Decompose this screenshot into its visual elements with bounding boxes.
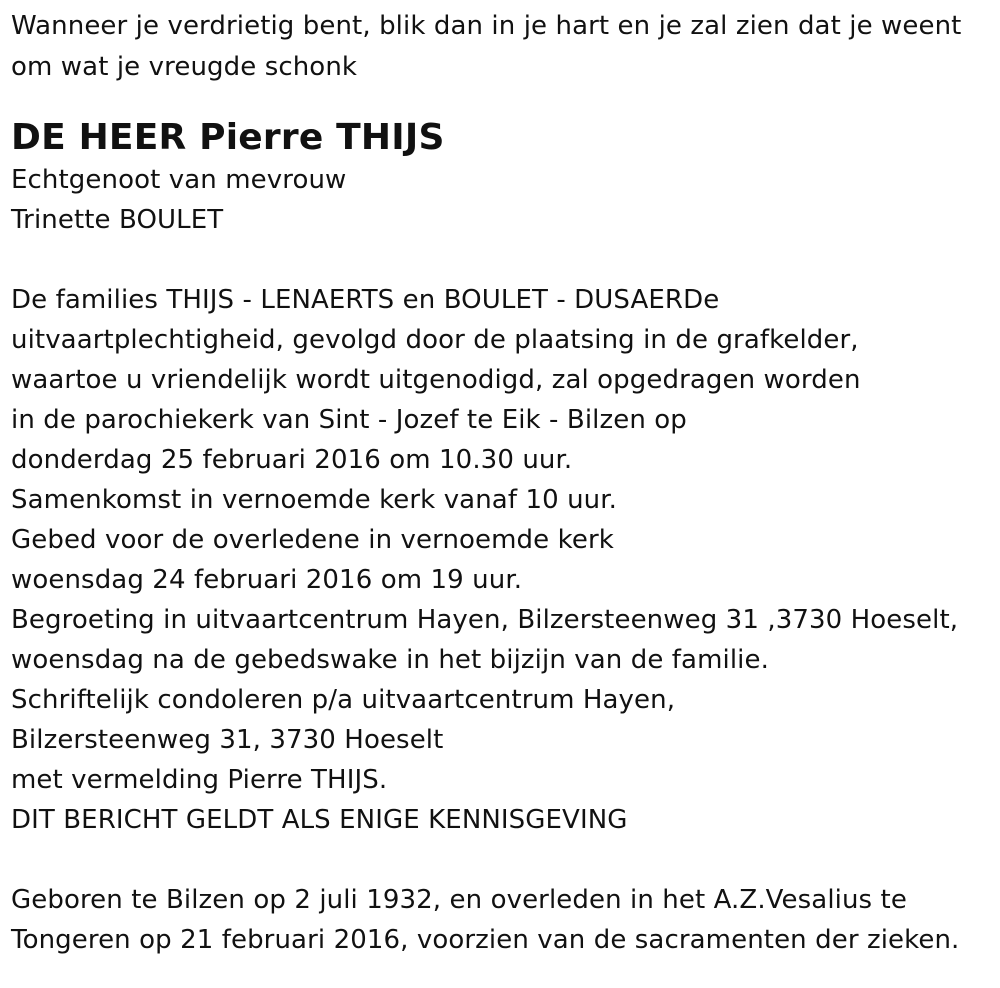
- detail-line: Samenkomst in vernoemde kerk vanaf 10 uur.: [11, 485, 618, 515]
- detail-line: waartoe u vriendelijk wordt uitgenodigd, zal opgedragen worden: [11, 365, 861, 395]
- detail-line: in de parochiekerk van Sint - Jozef te Eik - Bilzen op: [11, 405, 687, 435]
- detail-line: DIT BERICHT GELDT ALS ENIGE KENNISGEVING: [11, 805, 628, 835]
- detail-line: Bilzersteenweg 31, 3730 Hoeselt: [11, 725, 444, 755]
- detail-line: woensdag 24 februari 2016 om 19 uur.: [11, 565, 523, 595]
- spouse-info: [11, 160, 1000, 240]
- footer-line: Geboren te Bilzen op 2 juli 1932, en overleden in het A.Z.Vesalius te: [11, 885, 907, 915]
- detail-line: woensdag na de gebedswake in het bijzijn van de familie.: [11, 645, 769, 675]
- footer-line: Tongeren op 21 februari 2016, voorzien van de sacramenten der zieken.: [11, 925, 960, 955]
- deceased-name: DE HEER Pierre THIJS: [11, 117, 445, 158]
- intro-quote: [11, 6, 1000, 88]
- detail-line: Schriftelijk condoleren p/a uitvaartcentrum Hayen,: [11, 685, 676, 715]
- spouse-line: Echtgenoot van mevrouw: [11, 165, 347, 195]
- intro-line: Wanneer je verdrietig bent, blik dan in je hart en je zal zien dat je weent: [11, 11, 962, 41]
- detail-line: donderdag 25 februari 2016 om 10.30 uur.: [11, 445, 573, 475]
- intro-line: om wat je vreugde schonk: [11, 52, 358, 82]
- spacer: [11, 240, 1000, 280]
- detail-line: uitvaartplechtigheid, gevolgd door de plaatsing in de grafkelder,: [11, 325, 859, 355]
- detail-line: De families THIJS - LENAERTS en BOULET - DUSAERDe: [11, 285, 720, 315]
- spouse-line: Trinette BOULET: [11, 205, 224, 235]
- detail-line: met vermelding Pierre THIJS.: [11, 765, 388, 795]
- detail-line: Gebed voor de overledene in vernoemde kerk: [11, 525, 614, 555]
- funeral-details: [11, 280, 1000, 840]
- birth-death-info: [11, 880, 1000, 960]
- spacer: [11, 840, 1000, 880]
- detail-line: Begroeting in uitvaartcentrum Hayen, Bilzersteenweg 31 ,3730 Hoeselt,: [11, 605, 959, 635]
